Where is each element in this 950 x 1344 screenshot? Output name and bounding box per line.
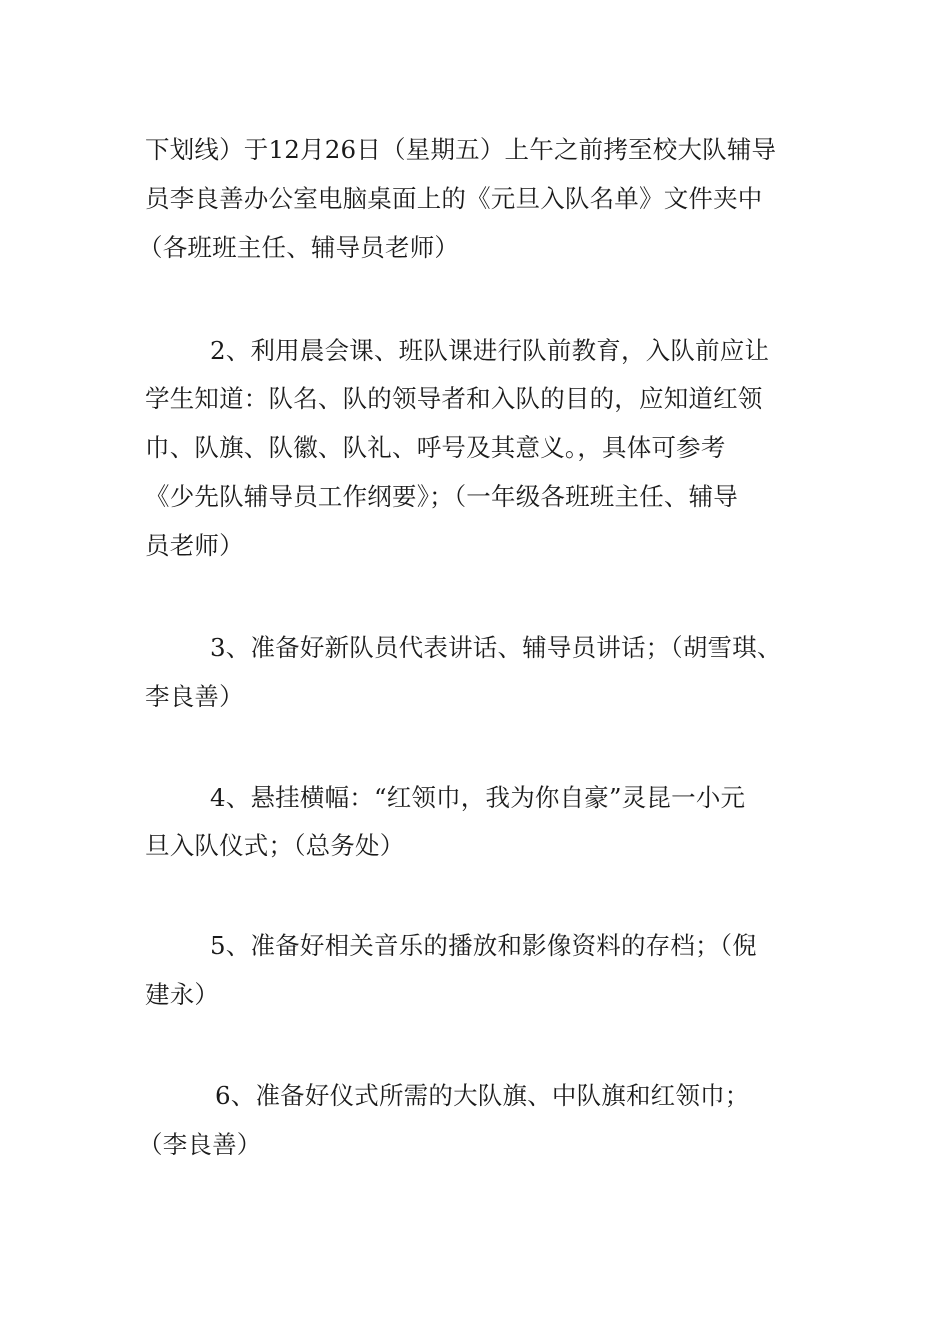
paragraph-3-line-1: 3、准备好新队员代表讲话、辅导员讲话；（胡雪琪、 xyxy=(210,633,782,662)
paragraph-4-line-1: 4、悬挂横幅：“红领巾，我为你自豪”灵昆一小元 xyxy=(210,783,746,812)
paragraph-2-line-4: 《少先队辅导员工作纲要》；（一年级各班班主任、辅导 xyxy=(145,482,738,511)
paragraph-6-line-1: 6、准备好仪式所需的大队旗、中队旗和红领巾； xyxy=(215,1081,750,1110)
paragraph-2-line-5: 员老师） xyxy=(145,531,244,560)
paragraph-1-line-1: 下划线）于12月26日（星期五）上午之前拷至校大队辅导 xyxy=(145,135,777,164)
paragraph-1-line-2: 员李良善办公室电脑桌面上的《元旦入队名单》文件夹中 xyxy=(145,184,763,213)
paragraph-3-line-2: 李良善） xyxy=(145,682,244,711)
paragraph-4-line-2: 旦入队仪式；（总务处） xyxy=(145,831,405,860)
paragraph-1-line-3: （各班班主任、辅导员老师） xyxy=(138,233,460,262)
paragraph-6-line-2: （李良善） xyxy=(138,1130,262,1159)
paragraph-2-line-2: 学生知道：队名、队的领导者和入队的目的，应知道红领 xyxy=(145,384,763,413)
paragraph-2-line-1: 2、利用晨会课、班队课进行队前教育，入队前应让 xyxy=(210,336,770,365)
paragraph-5-line-2: 建永） xyxy=(145,980,220,1009)
paragraph-2-line-3: 巾、队旗、队徽、队礼、呼号及其意义。，具体可参考 xyxy=(145,433,726,462)
paragraph-5-line-1: 5、准备好相关音乐的播放和影像资料的存档；（倪 xyxy=(210,931,757,960)
